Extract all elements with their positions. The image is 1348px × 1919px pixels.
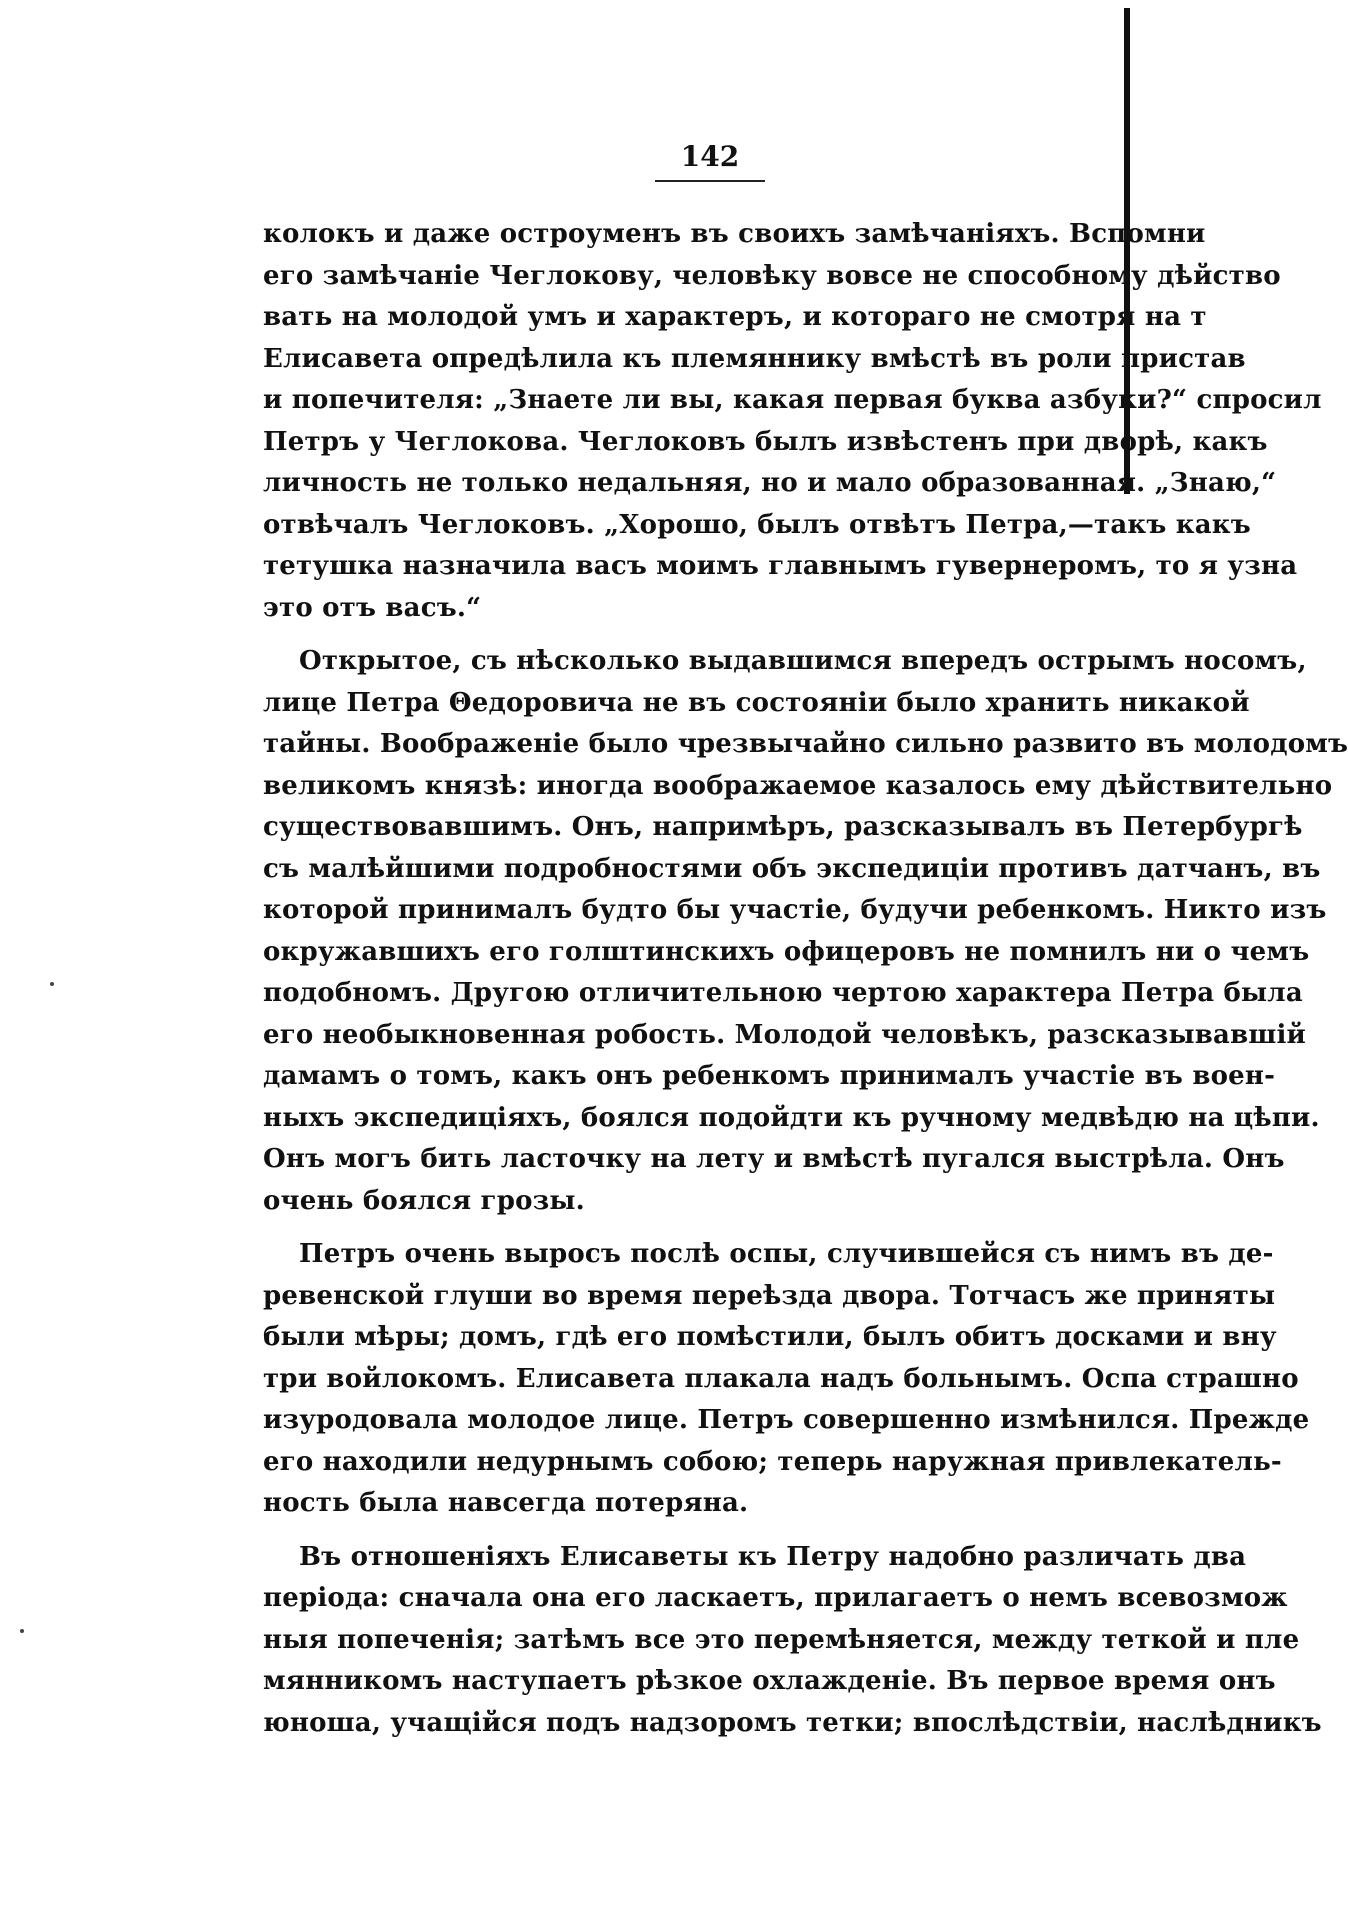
text-line: періода: сначала она его ласкаетъ, прилагаетъ о немъ всевозмож (263, 1583, 1288, 1613)
text-line: колокъ и даже остроуменъ въ своихъ замѣчаніяхъ. Вспомни (263, 219, 1206, 249)
text-line: юноша, учащійся подъ надзоромъ тетки; впослѣдствіи, наслѣдникъ (263, 1707, 1322, 1738)
paragraph-1 (263, 214, 1322, 629)
text-line: ность была навсегда потеряна. (263, 1488, 749, 1518)
text-line: которой принималъ будто бы участіе, будучи ребенкомъ. Никто изъ (263, 895, 1327, 925)
text-line: личность не только недальняя, но и мало образованная. „Знаю,“ (263, 468, 1277, 498)
text-line: лице Петра Θедоровича не въ состояніи было хранить никакой (263, 687, 1250, 718)
text-line: очень боялся грозы. (263, 1185, 585, 1216)
text-line: были мѣры; домъ, гдѣ его помѣстили, былъ обитъ досками и вну (263, 1322, 1277, 1352)
scan-speck (50, 982, 54, 986)
text-line: ныхъ экспедиціяхъ, боялся подойдти къ ручному медвѣдю на цѣпи. (263, 1102, 1320, 1133)
text-line: Онъ могъ бить ласточку на лету и вмѣстѣ пугался выстрѣла. Онъ (263, 1144, 1285, 1174)
text-line: и попечителя: „Знаете ли вы, какая первая буква азбуки?“ спросил (263, 385, 1322, 415)
scan-speck (20, 1629, 24, 1633)
text-line: изуродовала молодое лице. Петръ совершенно измѣнился. Прежде (263, 1405, 1310, 1435)
text-line: отвѣчалъ Чеглоковъ. „Хорошо, былъ отвѣтъ Петра,—такъ какъ (263, 509, 1251, 540)
paragraph-spacer (263, 629, 1143, 641)
text-line: это отъ васъ.“ (263, 592, 482, 623)
paragraph-spacer (263, 1525, 1143, 1537)
paragraph-2 (263, 641, 1348, 1222)
text-line: великомъ князѣ: иногда воображаемое казалось ему дѣйствительно (263, 770, 1333, 801)
text-line: дамамъ о томъ, какъ онъ ребенкомъ принималъ участіе въ воен- (263, 1061, 1276, 1091)
text-line: тайны. Воображеніе было чрезвычайно сильно развито въ молодомъ (263, 729, 1348, 759)
text-line: Елисавета опредѣлила къ племяннику вмѣстѣ въ роли пристав (263, 343, 1246, 374)
paragraph-spacer (263, 1222, 1143, 1234)
text-line: ныя попеченія; затѣмъ все это перемѣняется, между теткой и пле (263, 1624, 1300, 1655)
text-line: ревенской глуши во время переѣзда двора. Тотчасъ же приняты (263, 1280, 1276, 1311)
page-number-underline (655, 180, 765, 182)
text-line: Петръ у Чеглокова. Чеглоковъ былъ извѣстенъ при дворѣ, какъ (263, 426, 1268, 457)
text-line: съ малѣйшими подробностями объ экспедиціи противъ датчанъ, въ (263, 853, 1321, 884)
text-line: его находили недурнымъ собою; теперь наружная привлекатель- (263, 1446, 1282, 1477)
text-line: вать на молодой умъ и характеръ, и котораго не смотря на т (263, 302, 1207, 332)
text-line: его замѣчаніе Чеглокову, человѣку вовсе не способному дѣйство (263, 260, 1281, 291)
page-number: 142 (680, 140, 740, 173)
paragraph-3 (263, 1234, 1310, 1525)
text-line: мянникомъ наступаетъ рѣзкое охлажденіе. Въ первое время онъ (263, 1666, 1276, 1696)
text-line: три войлокомъ. Елисавета плакала надъ больнымъ. Оспа страшно (263, 1363, 1299, 1394)
paragraph-4 (263, 1537, 1322, 1745)
text-line: существовавшимъ. Онъ, напримѣръ, разсказывалъ въ Петербургѣ (263, 812, 1303, 842)
body-text (263, 214, 1348, 1744)
text-line: его необыкновенная робость. Молодой человѣкъ, разсказывавшій (263, 1019, 1307, 1050)
text-line: окружавшихъ его голштинскихъ офицеровъ не помнилъ ни о чемъ (263, 936, 1310, 967)
text-line: подобномъ. Другою отличительною чертою характера Петра была (263, 978, 1303, 1008)
text-line: Открытое, съ нѣсколько выдавшимся впередъ острымъ носомъ, (299, 646, 1307, 676)
text-line: тетушка назначила васъ моимъ главнымъ гувернеромъ, то я узна (263, 551, 1298, 581)
text-line: Въ отношеніяхъ Елисаветы къ Петру надобно различать два (299, 1541, 1247, 1572)
text-line: Петръ очень выросъ послѣ оспы, случившейся съ нимъ въ де- (299, 1239, 1274, 1269)
